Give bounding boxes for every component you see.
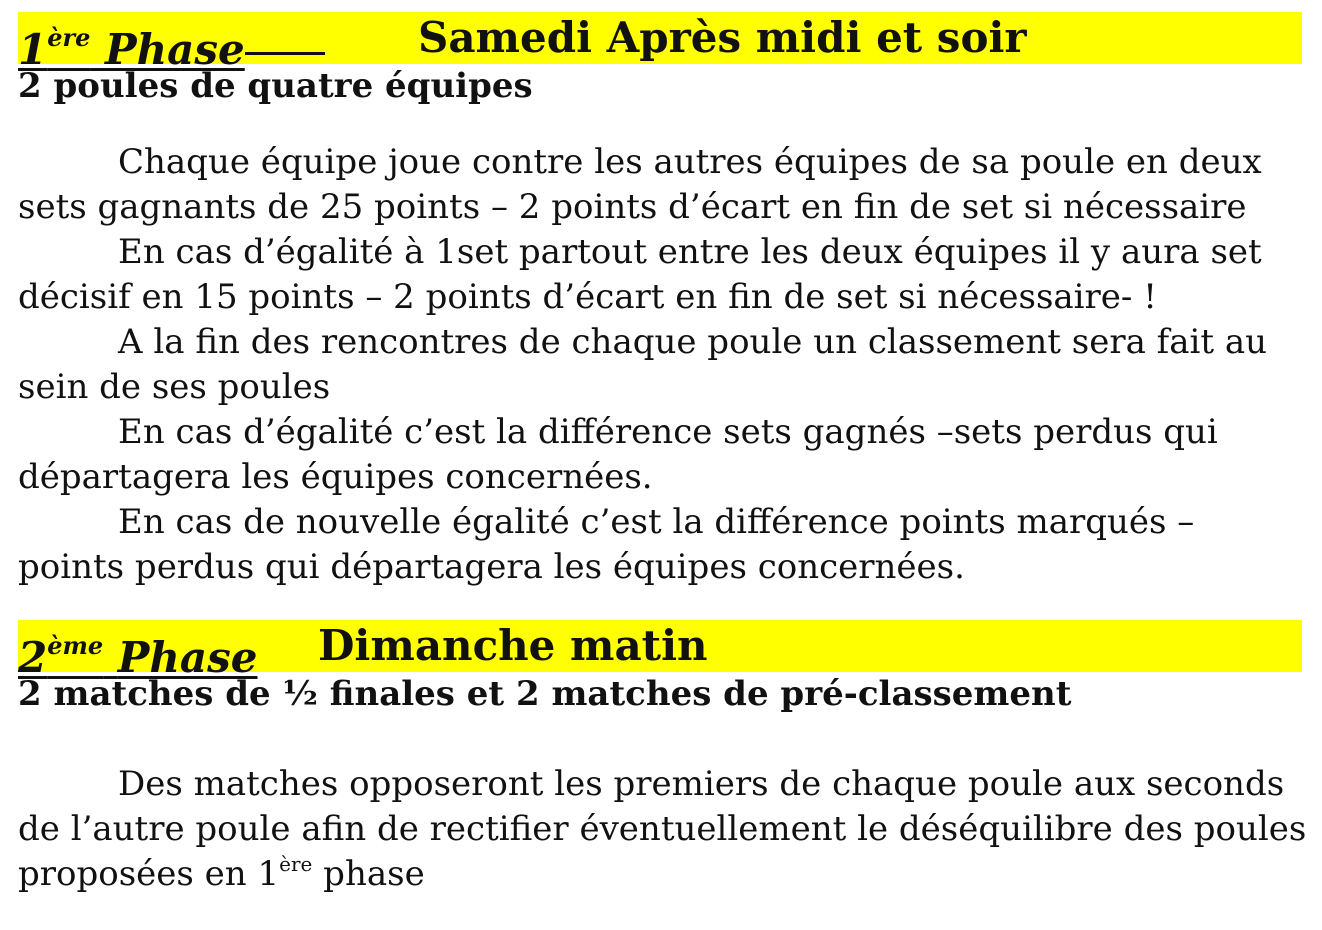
phase2-paragraph-main: Des matches opposeront les premiers de chaque poule aux seconds de l’autre poule afin de rectifier éventuellement le déséquilibre des poules proposées en 1 (18, 764, 1307, 894)
phase2-number: 2ème Phase (18, 631, 258, 682)
phase1-paragraph: Chaque équipe joue contre les autres équipes de sa poule en deux sets gagnants de 25 points – 2 points d’écart en fin de set si nécessaire (18, 142, 1262, 227)
phase1-paragraph: En cas d’égalité c’est la différence sets gagnés –sets perdus qui départagera les équipes concernées. (18, 412, 1218, 497)
phase1-when: Samedi Après midi et soir (418, 13, 1027, 62)
phase2-label: Phase (117, 633, 258, 682)
phase2-number-sup: ème (47, 631, 104, 660)
phase1-subtitle: 2 poules de quatre équipes (18, 66, 533, 106)
phase1-paragraph: En cas de nouvelle égalité c’est la différence points marqués – points perdus qui départagera les équipes concernées. (18, 502, 1195, 587)
phase1-label: Phase (105, 25, 245, 74)
phase2-when: Dimanche matin (318, 621, 708, 670)
phase1-number: 1ère Phase (18, 23, 245, 74)
phase2-paragraph (18, 762, 1308, 897)
phase1-number-sup: ère (47, 23, 91, 52)
phase1-paragraph: A la fin des rencontres de chaque poule un classement sera fait au sein de ses poules (18, 322, 1268, 407)
phase2-body (18, 762, 1308, 897)
phase2-subtitle: 2 matches de ½ finales et 2 matches de pré-classement (18, 674, 1072, 714)
phase2-paragraph-end: phase (312, 854, 425, 894)
phase1-paragraph: En cas d’égalité à 1set partout entre les deux équipes il y aura set décisif en 15 points – 2 points d’écart en fin de set si nécessaire- ! (18, 232, 1262, 317)
phase1-body (18, 140, 1308, 590)
phase1-underline-tail (245, 12, 325, 55)
phase2-paragraph-sup: ère (279, 852, 313, 876)
